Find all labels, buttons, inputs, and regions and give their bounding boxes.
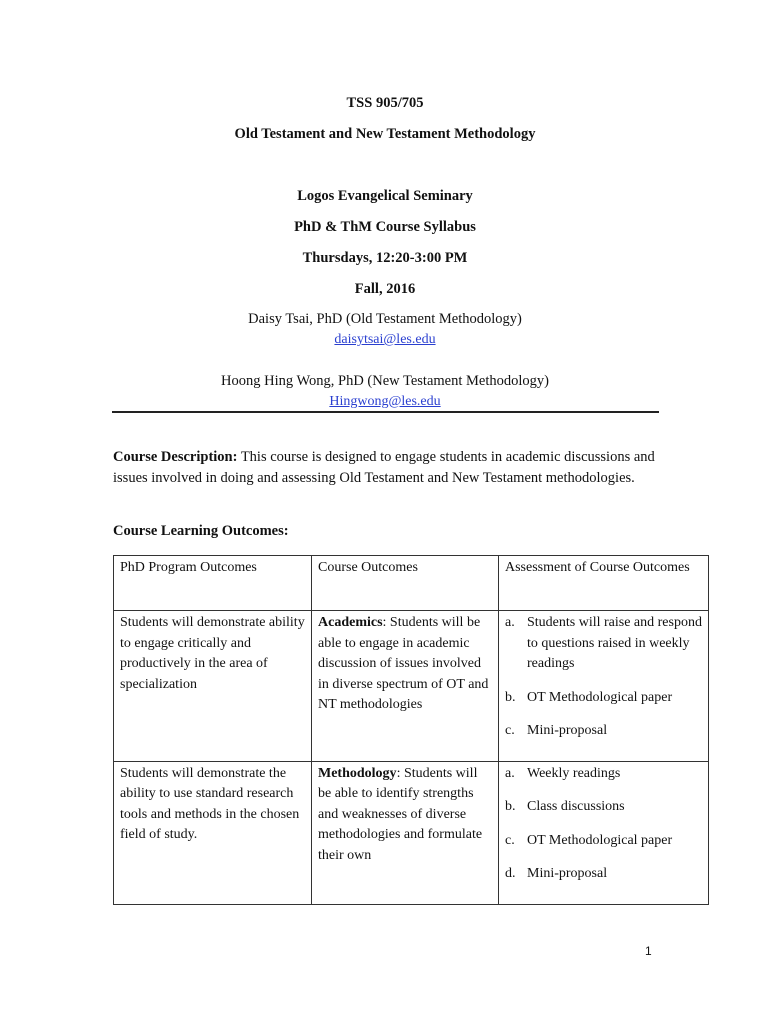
- list-item-text: Mini-proposal: [527, 866, 608, 881]
- list-marker: d.: [505, 866, 516, 881]
- list-item: [505, 613, 702, 675]
- assessment-list: [505, 764, 702, 885]
- list-item-text: Weekly readings: [527, 765, 621, 781]
- page-number: 1: [645, 944, 652, 958]
- list-item: [505, 764, 702, 785]
- list-marker: a.: [505, 765, 515, 781]
- column-header: Assessment of Course Outcomes: [499, 556, 709, 611]
- course-title: Old Testament and New Testament Methodology: [234, 126, 536, 142]
- list-marker: c.: [505, 723, 515, 738]
- header-divider: [112, 411, 659, 413]
- course-description: [113, 447, 673, 488]
- course-code: TSS 905/705: [346, 95, 424, 111]
- syllabus-type: PhD & ThM Course Syllabus: [294, 219, 476, 235]
- list-item: [505, 831, 702, 852]
- list-item: [505, 721, 702, 742]
- course-description-label: Course Description:: [113, 449, 238, 465]
- instructor-2-email-link[interactable]: Hingwong@les.edu: [329, 394, 441, 409]
- table-header-row: [114, 556, 709, 611]
- table-row: [114, 761, 709, 904]
- program-outcome-cell: Students will demonstrate ability to engage critically and productively in the area of specialization: [114, 611, 312, 762]
- list-item: [505, 797, 702, 818]
- course-outcome-label: Academics: [318, 615, 383, 630]
- list-item-text: OT Methodological paper: [527, 832, 673, 848]
- list-marker: b.: [505, 799, 516, 814]
- list-item-text: Mini-proposal: [527, 723, 608, 738]
- course-outcome-text: : Students will be able to identify strengths and weaknesses of diverse methodologies and formulate their own: [318, 765, 483, 863]
- instructor-2-name: Hoong Hing Wong, PhD (New Testament Methodology): [221, 373, 549, 389]
- list-item: [505, 864, 702, 885]
- institution-name: Logos Evangelical Seminary: [297, 188, 473, 204]
- instructor-2-email-line: [0, 392, 770, 411]
- course-outcome-cell: [312, 611, 499, 762]
- list-marker: b.: [505, 689, 516, 705]
- course-outcome-cell: [312, 761, 499, 904]
- assessment-list: [505, 613, 702, 742]
- table-row: [114, 611, 709, 762]
- list-item: [505, 688, 702, 709]
- outcomes-table: [113, 555, 709, 905]
- list-item-text: Students will raise and respond to questions raised in weekly readings: [527, 615, 702, 671]
- course-outcome-label: Methodology: [318, 765, 397, 781]
- list-marker: a.: [505, 615, 515, 630]
- assessment-cell: [499, 611, 709, 762]
- course-description-text: This course is designed to engage students in academic discussions and issues involved in doing and assessing Old Testament and New Testament methodologies.: [113, 449, 655, 486]
- instructor-1-name: Daisy Tsai, PhD (Old Testament Methodology): [248, 311, 522, 327]
- column-header: PhD Program Outcomes: [114, 556, 312, 611]
- course-outcome-text: : Students will be able to engage in academic discussion of issues involved in diverse spectrum of OT and NT methodologies: [318, 615, 489, 712]
- column-header: Course Outcomes: [312, 556, 499, 611]
- list-marker: c.: [505, 832, 515, 848]
- class-schedule: Thursdays, 12:20-3:00 PM: [302, 250, 468, 266]
- list-item-text: OT Methodological paper: [527, 689, 673, 705]
- assessment-cell: [499, 761, 709, 904]
- instructor-1-email-link[interactable]: daisytsai@les.edu: [334, 332, 436, 347]
- program-outcome-cell: Students will demonstrate the ability to use standard research tools and methods in the chosen field of study.: [114, 761, 312, 904]
- instructor-1-email-line: [0, 330, 770, 349]
- list-item-text: Class discussions: [527, 799, 625, 814]
- outcomes-heading: Course Learning Outcomes:: [113, 523, 289, 539]
- term: Fall, 2016: [354, 281, 416, 297]
